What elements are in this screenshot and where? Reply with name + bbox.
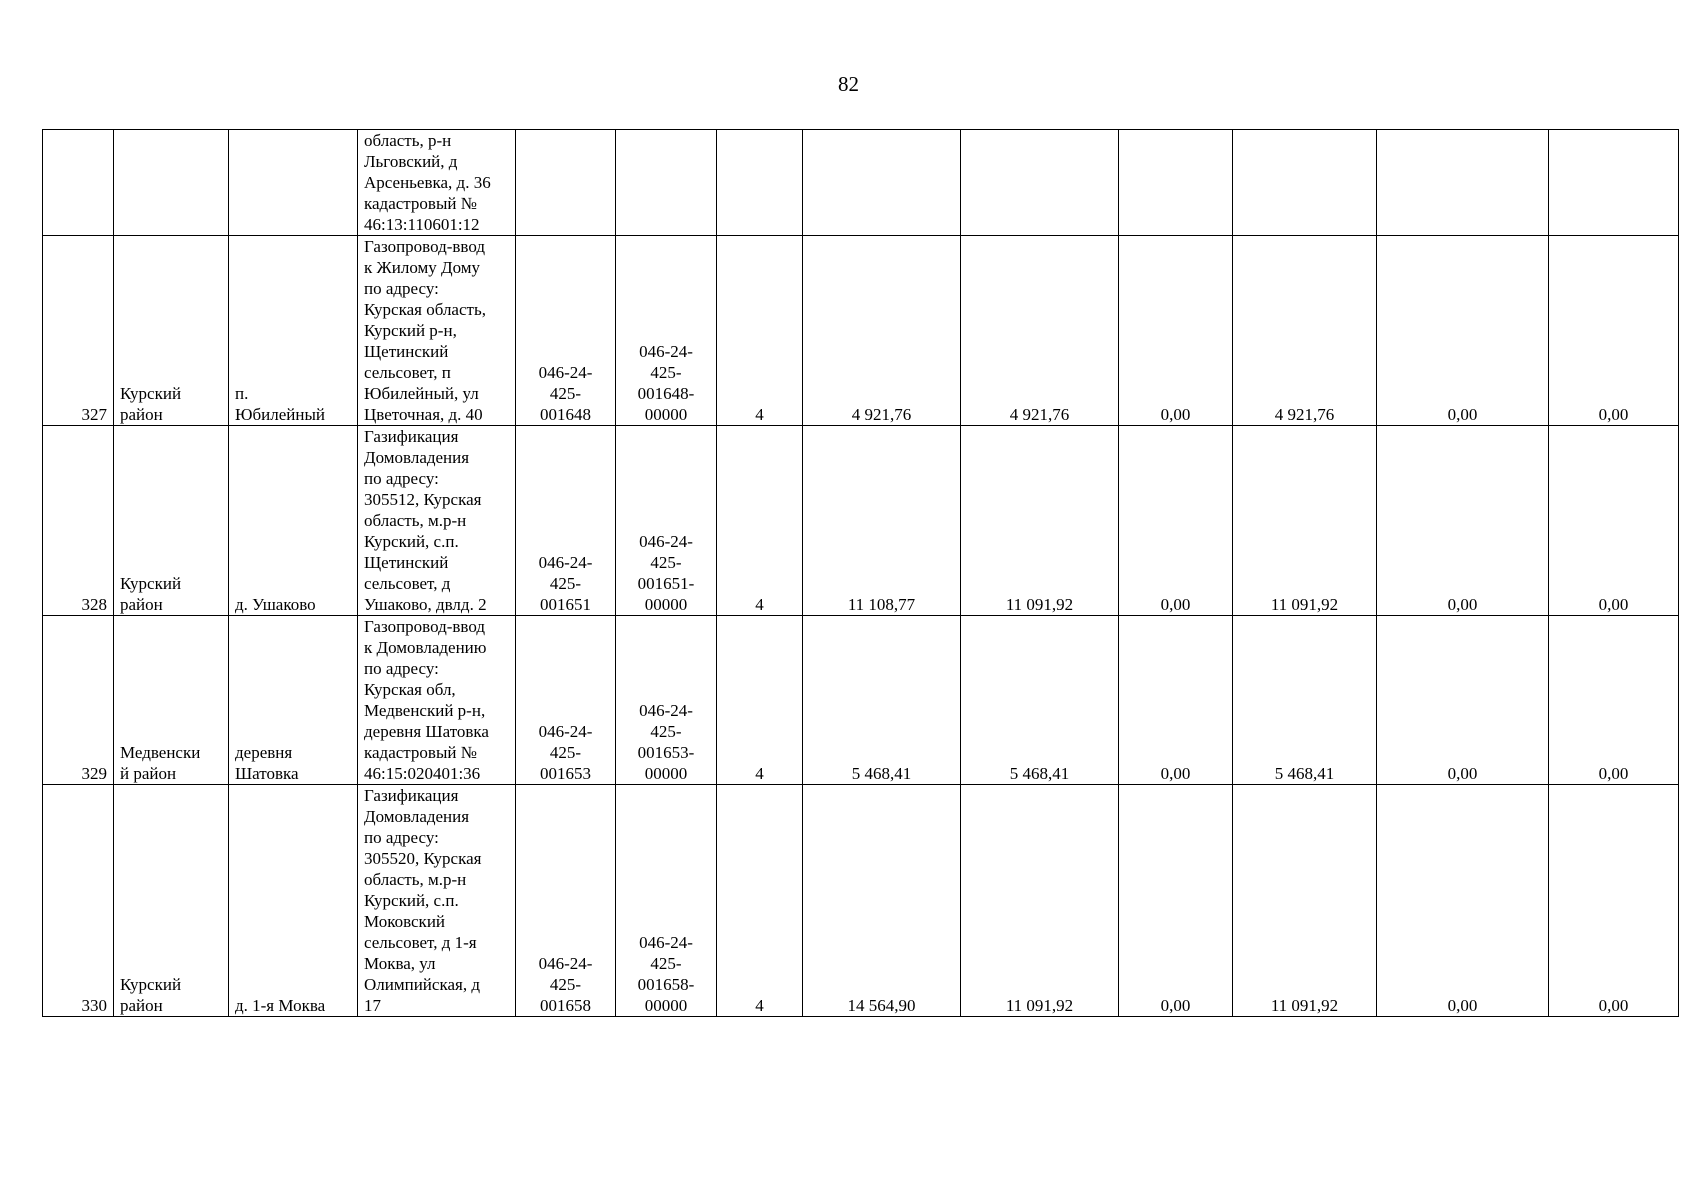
object-description-cell: Газопровод-ввод к Жилому Дому по адресу: Курская область, Курский р-н, Щетинский сельсовет, п Юбилейный, ул Цветочная, д. 40 <box>358 236 516 426</box>
value-cell: 0,00 <box>1377 785 1549 1017</box>
category-cell <box>717 130 803 236</box>
object-description-cell: Газопровод-ввод к Домовладению по адресу: Курская обл, Медвенский р-н, деревня Шатовка кадастровый № 46:15:020401:36 <box>358 616 516 785</box>
table-row <box>43 236 1679 426</box>
district-cell: Курский район <box>114 236 229 426</box>
value-cell: 0,00 <box>1549 785 1679 1017</box>
row-number-cell: 327 <box>43 236 114 426</box>
district-cell <box>114 130 229 236</box>
value-cell: 0,00 <box>1119 616 1233 785</box>
row-number-cell: 329 <box>43 616 114 785</box>
value-cell: 0,00 <box>1549 616 1679 785</box>
row-number-cell: 328 <box>43 426 114 616</box>
value-cell <box>1549 130 1679 236</box>
locality-cell: д. 1-я Моква <box>229 785 358 1017</box>
value-cell <box>1233 130 1377 236</box>
district-cell: Курский район <box>114 785 229 1017</box>
object-description-cell: Газификация Домовладения по адресу: 305520, Курская область, м.р-н Курский, с.п. Моковский сельсовет, д 1-я Моква, ул Олимпийская, д 17 <box>358 785 516 1017</box>
value-cell: 11 091,92 <box>961 785 1119 1017</box>
table-row <box>43 426 1679 616</box>
value-cell: 11 091,92 <box>1233 785 1377 1017</box>
value-cell: 0,00 <box>1377 616 1549 785</box>
district-cell: Курский район <box>114 426 229 616</box>
value-cell: 4 921,76 <box>803 236 961 426</box>
value-cell: 5 468,41 <box>803 616 961 785</box>
inventory-code-cell: 046-24- 425- 001648- 00000 <box>616 236 717 426</box>
value-cell: 0,00 <box>1549 426 1679 616</box>
value-cell: 4 921,76 <box>1233 236 1377 426</box>
table-row <box>43 785 1679 1017</box>
value-cell: 4 921,76 <box>961 236 1119 426</box>
value-cell: 5 468,41 <box>1233 616 1377 785</box>
object-code-cell: 046-24- 425- 001658 <box>516 785 616 1017</box>
table-row <box>43 616 1679 785</box>
value-cell: 0,00 <box>1119 785 1233 1017</box>
category-cell: 4 <box>717 785 803 1017</box>
value-cell: 11 108,77 <box>803 426 961 616</box>
object-description-cell: область, р-н Льговский, д Арсеньевка, д. 36 кадастровый № 46:13:110601:12 <box>358 130 516 236</box>
district-cell: Медвенски й район <box>114 616 229 785</box>
object-code-cell: 046-24- 425- 001651 <box>516 426 616 616</box>
object-code-cell: 046-24- 425- 001648 <box>516 236 616 426</box>
row-number-cell <box>43 130 114 236</box>
inventory-code-cell: 046-24- 425- 001651- 00000 <box>616 426 717 616</box>
category-cell: 4 <box>717 426 803 616</box>
page-number: 82 <box>838 72 859 96</box>
value-cell <box>1377 130 1549 236</box>
value-cell: 11 091,92 <box>961 426 1119 616</box>
value-cell: 11 091,92 <box>1233 426 1377 616</box>
category-cell: 4 <box>717 616 803 785</box>
value-cell: 0,00 <box>1377 426 1549 616</box>
inventory-code-cell: 046-24- 425- 001653- 00000 <box>616 616 717 785</box>
category-cell: 4 <box>717 236 803 426</box>
inventory-code-cell <box>616 130 717 236</box>
value-cell <box>961 130 1119 236</box>
value-cell: 5 468,41 <box>961 616 1119 785</box>
inventory-code-cell: 046-24- 425- 001658- 00000 <box>616 785 717 1017</box>
locality-cell: д. Ушаково <box>229 426 358 616</box>
value-cell: 0,00 <box>1119 426 1233 616</box>
object-description-cell: Газификация Домовладения по адресу: 305512, Курская область, м.р-н Курский, с.п. Щетинский сельсовет, д Ушаково, двлд. 2 <box>358 426 516 616</box>
locality-cell <box>229 130 358 236</box>
value-cell: 0,00 <box>1549 236 1679 426</box>
locality-cell: деревня Шатовка <box>229 616 358 785</box>
registry-table <box>42 129 1679 1017</box>
value-cell: 14 564,90 <box>803 785 961 1017</box>
table-row <box>43 130 1679 236</box>
row-number-cell: 330 <box>43 785 114 1017</box>
object-code-cell <box>516 130 616 236</box>
value-cell <box>1119 130 1233 236</box>
value-cell: 0,00 <box>1377 236 1549 426</box>
object-code-cell: 046-24- 425- 001653 <box>516 616 616 785</box>
value-cell <box>803 130 961 236</box>
value-cell: 0,00 <box>1119 236 1233 426</box>
locality-cell: п. Юбилейный <box>229 236 358 426</box>
